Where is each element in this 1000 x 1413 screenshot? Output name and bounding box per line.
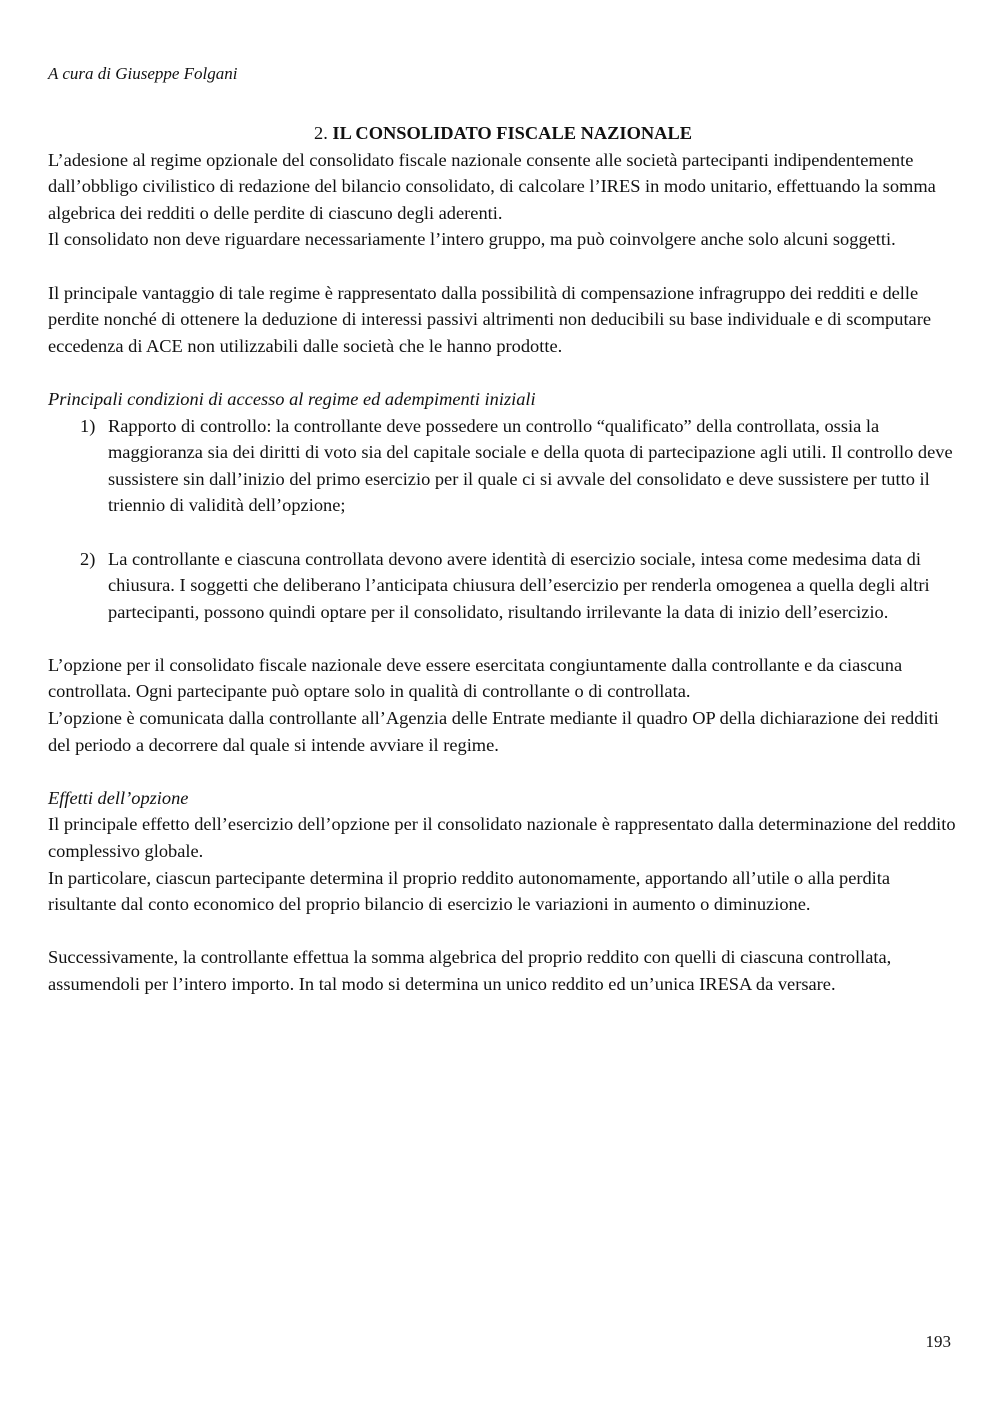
spacer	[48, 253, 958, 280]
effects-heading: Effetti dell’opzione	[48, 787, 189, 808]
conditions-heading: Principali condizioni di accesso al regime ed adempimenti iniziali	[48, 388, 536, 409]
list-item-text: La controllante e ciascuna controllata devono avere identità di esercizio sociale, intesa come medesima data di chiusura. I soggetti che deliberano l’anticipata chiusura dell’esercizio per renderla omogenea a quella degli altri partecipanti, possono quindi optare per il consolidato, risultando irrilevante la data di inizio dell’esercizio.	[108, 548, 930, 622]
effects-paragraph-3: Successivamente, la controllante effettua la somma algebrica del proprio reddito con quelli di ciascuna controllata, assumendoli per l’intero importo. In tal modo si determina un unico reddito ed un’unica IRESA da versare.	[48, 947, 892, 994]
list-item-number: 2)	[80, 548, 96, 569]
conditions-list-continued	[48, 546, 958, 626]
spacer	[48, 918, 958, 945]
section-title	[48, 120, 958, 147]
author-line: A cura di Giuseppe Folgani	[48, 64, 238, 83]
option-paragraph-2: L’opzione è comunicata dalla controllante all’Agenzia delle Entrate mediante il quadro OP della dichiarazione dei redditi del periodo a decorrere dal quale si intende avviare il regime.	[48, 708, 939, 755]
page-number: 193	[925, 1332, 951, 1351]
effects-paragraph-1: Il principale effetto dell’esercizio dell’opzione per il consolidato nazionale è rappresentato dalla determinazione del reddito complessivo globale.	[48, 814, 956, 862]
section-title-text: IL CONSOLIDATO FISCALE NAZIONALE	[332, 123, 692, 143]
spacer	[48, 359, 958, 386]
intro-paragraph-2: Il consolidato non deve riguardare necessariamente l’intero gruppo, ma può coinvolgere anche solo alcuni soggetti.	[48, 229, 896, 250]
main-content	[48, 120, 958, 998]
list-item-text: Rapporto di controllo: la controllante deve possedere un controllo “qualificato” della controllata, ossia la maggioranza sia dei diritti di voto sia del capitale sociale e della quota di partecipazione agli utili. Il controllo deve sussistere sin dall’inizio del primo esercizio per il quale ci si avvale del consolidato e deve sussistere per tutto il triennio di validità dell’opzione;	[108, 415, 953, 516]
list-item-number: 1)	[80, 415, 96, 436]
effects-paragraph-2: In particolare, ciascun partecipante determina il proprio reddito autonomamente, apportando all’utile o alla perdita risultante dal conto economico del proprio bilancio di esercizio le variazioni in aumento o diminuzione.	[48, 867, 891, 915]
option-paragraph-1: L’opzione per il consolidato fiscale nazionale deve essere esercitata congiuntamente dalla controllante e da ciascuna controllata. Ogni partecipante può optare solo in qualità di controllante o di controllata.	[48, 654, 903, 702]
spacer	[48, 519, 958, 546]
conditions-list	[48, 413, 958, 519]
list-item	[48, 546, 958, 626]
section-number: 2.	[314, 123, 328, 143]
intro-paragraph-1: L’adesione al regime opzionale del consolidato fiscale nazionale consente alle società partecipanti indipendentemente dall’obbligo civilistico di redazione del bilancio consolidato, di calcolare l’IRES in modo unitario, effettuando la somma algebrica dei redditi o delle perdite di ciascuno degli aderenti.	[48, 149, 936, 223]
spacer	[48, 758, 958, 785]
intro-paragraph-3: Il principale vantaggio di tale regime è rappresentato dalla possibilità di compensazione infragruppo dei redditi e delle perdite nonché di ottenere la deduzione di interessi passivi altrimenti non deducibili su base individuale e di scomputare eccedenza di ACE non utilizzabili dalle società che le hanno prodotte.	[48, 282, 932, 356]
list-item	[48, 413, 958, 519]
spacer	[48, 625, 958, 652]
